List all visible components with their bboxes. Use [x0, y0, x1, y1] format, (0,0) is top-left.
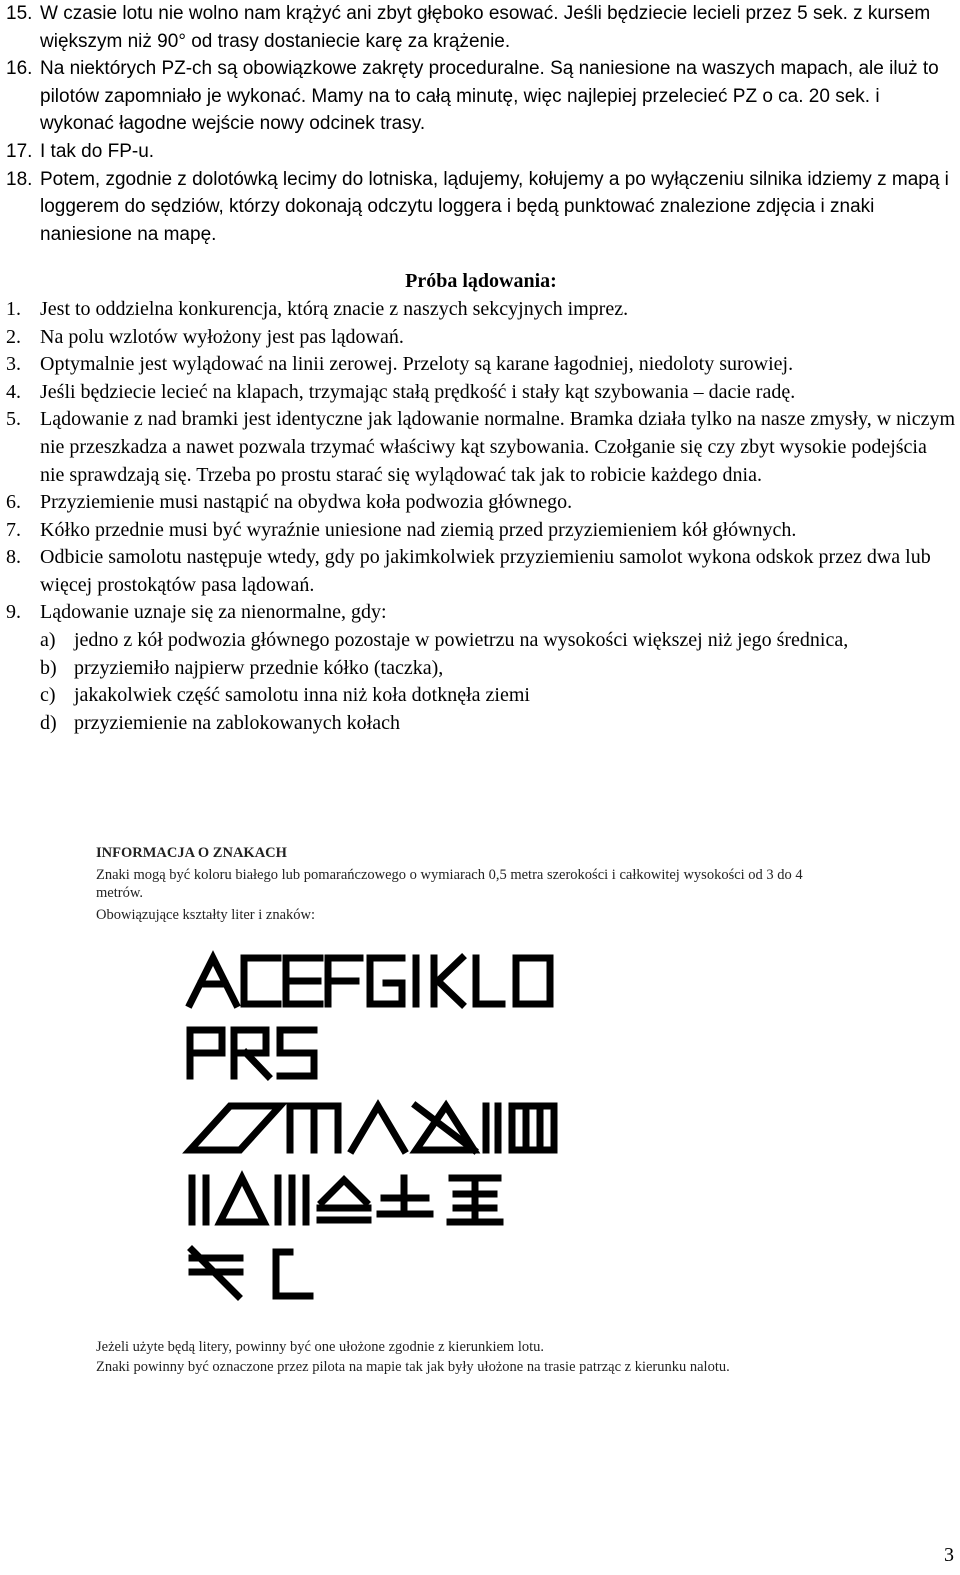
item-number: 4.	[6, 380, 21, 403]
item-number: 15.	[6, 3, 33, 24]
sub-item-text: jakakolwiek część samolotu inna niż koła dotknęła ziemi	[74, 684, 530, 707]
list-item	[6, 138, 956, 166]
list-item	[6, 55, 956, 138]
item-text: Odbicie samolotu następuje wtedy, gdy po jakimkolwiek przyziemieniu samolot wykona odskok przez dwa lub więcej prostokątów pasa lądowań.	[40, 546, 931, 596]
sub-item-text: przyziemiło najpierw przednie kółko (taczka),	[74, 656, 444, 679]
item-number: 16.	[6, 58, 33, 80]
item-text: Jeśli będziecie lecieć na klapach, trzymając stałą prędkość i stały kąt szybowania – dacie radę.	[40, 380, 796, 403]
sub-item-text: jedno z kół podwozia głównego pozostaje w powietrzu na wysokości większej niż jego średnica,	[74, 629, 849, 652]
list-item	[6, 296, 956, 324]
info-paragraph: Obowiązujące kształty liter i znaków:	[96, 907, 316, 923]
sub-item-text: przyziemienie na zablokowanych kołach	[74, 711, 400, 734]
list-item	[6, 166, 956, 249]
instruction-list	[6, 0, 956, 737]
gate-sign	[290, 1106, 338, 1150]
section-title: Próba lądowania:	[405, 270, 557, 293]
letter-o-sign	[516, 958, 550, 1004]
sub-list-item	[40, 655, 956, 683]
signs-info-box	[96, 844, 816, 928]
letter-c-sign	[244, 958, 278, 1004]
list-item	[6, 489, 956, 517]
item-number: 3.	[6, 353, 21, 376]
list-item	[6, 544, 956, 599]
sub-item-letter: b)	[40, 656, 57, 679]
letter-g-sign	[370, 958, 402, 1004]
box-bars-sign	[486, 1106, 554, 1150]
cross-base-sign	[380, 1178, 430, 1214]
footnote-paragraph: Jeżeli użyte będą litery, powinny być one ułożone zgodnie z kierunkiem lotu.	[96, 1339, 545, 1355]
list-item	[6, 599, 956, 737]
sub-item-letter: c)	[40, 684, 56, 707]
letter-e-sign	[286, 958, 320, 1004]
double-bar-sign	[192, 1178, 206, 1222]
list-item	[6, 517, 956, 545]
sub-item-letter: d)	[40, 711, 57, 734]
sub-list-item	[40, 627, 956, 655]
corner-sign	[276, 1252, 310, 1296]
list-item	[6, 324, 956, 352]
item-number: 7.	[6, 518, 21, 541]
letter-s-sign	[280, 1030, 314, 1076]
letter-f-sign	[328, 958, 360, 1004]
item-number: 9.	[6, 601, 21, 624]
sub-list-item	[40, 682, 956, 710]
footnote-paragraph: Znaki powinny być oznaczone przez pilota na mapie tak jak były ułożone na trasie patrząc z kierunku nalotu.	[96, 1359, 730, 1375]
item-number: 5.	[6, 408, 21, 431]
item-number: 17.	[6, 140, 33, 162]
spine-sign	[450, 1178, 500, 1222]
item-text: Lądowanie z nad bramki jest identyczne jak lądowanie normalne. Bramka działa tylko na nasze zmysły, w niczym nie przeszkadza a nawet pozwala trzymać właściwy kąt szybowania. Czołganie się czy zbyt wysokie podejścia nie sprawdzają się. Trzeba po prostu starać się wylądować tak jak to robicie każdego dnia.	[40, 408, 956, 486]
item-text: Przyziemienie musi nastąpić na obydwa koła podwozia głównego.	[40, 491, 573, 514]
item-text: Jest to oddzielna konkurencja, którą znacie z naszych sekcyjnych imprez.	[40, 297, 629, 320]
caret-sign	[352, 1106, 404, 1150]
sub-list-item	[40, 710, 956, 738]
item-number: 1.	[6, 297, 21, 320]
triple-bar-sign	[278, 1178, 306, 1222]
item-text: Na niektórych PZ-ch są obowiązkowe zakręty proceduralne. Są naniesione na waszych mapach, ale iluż to pilotów zapomniało je wykonać. Mamy na to całą minutę, więc najlepiej przelecieć PZ o ca. 20 sek. i wykonać łagodne wejście nowy odcinek trasy.	[40, 58, 939, 135]
info-title: INFORMACJA O ZNAKACH	[96, 845, 287, 861]
letter-l-sign	[476, 958, 502, 1004]
crossed-lines-sign	[192, 1250, 240, 1296]
roof-sign	[320, 1180, 368, 1220]
list-item	[6, 0, 956, 55]
item-text: Na polu wzlotów wyłożony jest pas lądowań.	[40, 325, 404, 348]
item-number: 8.	[6, 546, 21, 569]
item-text: Kółko przednie musi być wyraźnie uniesione nad ziemią przed przyziemieniem kół głównych.	[40, 518, 797, 541]
list-item	[6, 406, 956, 489]
info-paragraph: Znaki mogą być koloru białego lub pomarańczowego o wymiarach 0,5 metra szerokości i całkowitej wysokości od 3 do 4 metrów.	[96, 867, 803, 901]
page-number: 3	[944, 1544, 954, 1566]
list-item	[6, 351, 956, 379]
letter-k-sign	[434, 958, 462, 1004]
sub-item-letter: a)	[40, 629, 56, 652]
list-item	[6, 379, 956, 407]
item-text: Lądowanie uznaje się za nienormalne, gdy:	[40, 601, 387, 624]
letter-r-sign	[234, 1030, 268, 1076]
item-number: 18.	[6, 168, 33, 190]
slashed-triangle-sign	[416, 1106, 474, 1150]
item-number: 2.	[6, 325, 21, 348]
parallelogram-sign	[190, 1106, 280, 1150]
item-text: Potem, zgodnie z dolotówką lecimy do lotniska, lądujemy, kołujemy a po wyłączeniu silnika idziemy z mapą i loggerem do sędziów, którzy dokonają odczytu loggera i będą punktować znalezione zdjęcia i znaki naniesione na mapę.	[40, 168, 949, 245]
item-text: W czasie lotu nie wolno nam krążyć ani zbyt głęboko esować. Jeśli będziecie lecieli przez 5 sek. z kursem większym niż 90° od trasy dostaniecie karę za krążenie.	[40, 3, 931, 52]
letter-p-sign	[190, 1030, 222, 1076]
item-number: 6.	[6, 491, 21, 514]
letter-a-sign	[190, 958, 236, 1004]
item-text: I tak do FP-u.	[40, 140, 155, 162]
item-text: Optymalnie jest wylądować na linii zerowej. Przeloty są karane łagodniej, niedoloty surowiej.	[40, 353, 794, 376]
triangle-sign	[220, 1178, 264, 1222]
ground-signs-figure	[180, 950, 620, 1330]
signs-footnote	[96, 1338, 816, 1378]
